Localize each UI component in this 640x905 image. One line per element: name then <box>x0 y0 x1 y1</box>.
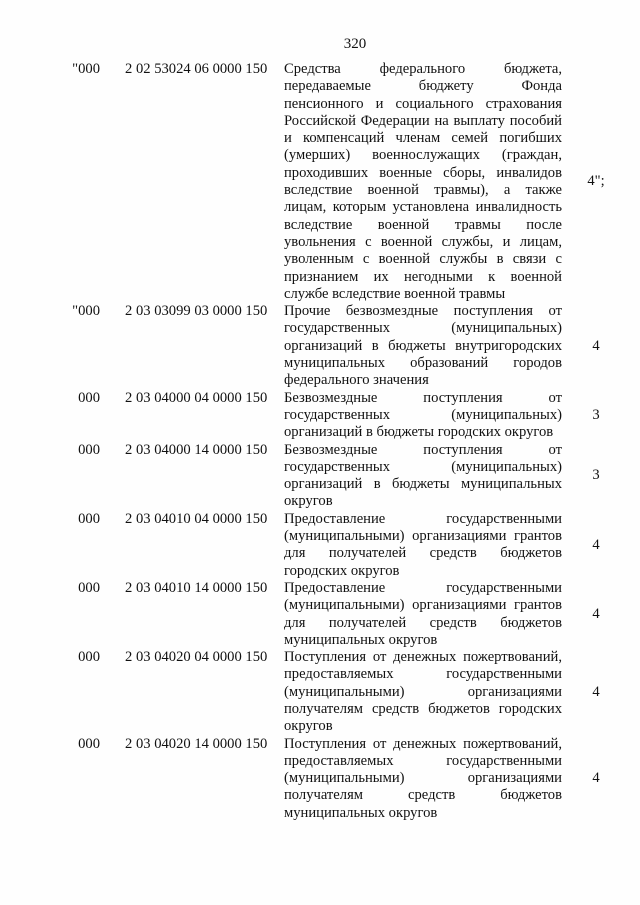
admin-code-cell: 000 <box>78 735 100 752</box>
description-cell <box>284 736 562 822</box>
table-row <box>40 442 630 511</box>
classification-table <box>40 61 630 822</box>
description-line: организаций в бюджеты муниципальных <box>284 476 562 493</box>
description-line: государственных (муниципальных) <box>284 458 562 475</box>
admin-code-cell: "000 <box>72 61 100 77</box>
admin-code-cell: 000 <box>78 389 100 406</box>
table-row <box>40 61 630 303</box>
description-line: федерального значения <box>284 372 429 389</box>
table-row <box>40 736 630 822</box>
description-line: пенсионного и социального страхования <box>284 95 562 112</box>
description-line: (муниципальными) организациями грантов <box>284 597 562 614</box>
description-cell <box>284 511 562 580</box>
value-cell: 4 <box>592 605 600 622</box>
description-line: городских округов <box>284 562 400 579</box>
table-row <box>40 303 630 389</box>
description-cell <box>284 580 562 649</box>
description-line: увольнения с военной службы, и лицам, <box>284 233 562 250</box>
description-line: вследствие военной травмы после <box>284 216 562 233</box>
description-line: Безвозмездные поступления от <box>284 441 562 458</box>
description-line: и компенсаций членам семей погибших <box>284 130 562 147</box>
budget-code-cell: 2 03 03099 03 0000 150 <box>125 303 268 320</box>
description-line: Средства федерального бюджета, <box>284 61 562 77</box>
description-line: для получателей средств бюджетов <box>284 614 562 631</box>
value-cell: 4 <box>592 337 600 354</box>
description-line: получателям средств бюджетов <box>284 787 562 804</box>
admin-code-cell: 000 <box>78 510 100 527</box>
description-line: лицам, которым установлена инвалидность <box>284 199 562 216</box>
description-line: для получателей средств бюджетов <box>284 545 562 562</box>
description-line: Предоставление государственными <box>284 579 562 596</box>
description-cell <box>284 442 562 511</box>
description-line: муниципальных округов <box>284 804 438 821</box>
description-line: передаваемые бюджету Фонда <box>284 78 562 95</box>
description-line: службе вследствие военной травмы <box>284 285 506 302</box>
admin-code-cell: 000 <box>78 579 100 596</box>
description-cell <box>284 649 562 735</box>
budget-code-cell: 2 03 04000 04 0000 150 <box>125 389 268 406</box>
value-cell: 4 <box>592 683 600 700</box>
value-cell: 4"; <box>587 173 605 190</box>
description-line: (муниципальными) организациями грантов <box>284 528 562 545</box>
description-cell <box>284 303 562 389</box>
description-line: Безвозмездные поступления от <box>284 389 562 406</box>
description-cell <box>284 61 562 303</box>
description-line: округов <box>284 718 333 735</box>
description-line: предоставляемых государственными <box>284 666 562 683</box>
description-line: муниципальных округов <box>284 631 438 648</box>
description-line: проходивших военные сборы, инвалидов <box>284 164 562 181</box>
value-cell: 3 <box>592 406 600 423</box>
description-line: Поступления от денежных пожертвований, <box>284 735 562 752</box>
description-line: Российской Федерации на выплату пособий <box>284 112 562 129</box>
value-cell: 3 <box>592 467 600 484</box>
value-cell: 4 <box>592 770 600 787</box>
description-line: Предоставление государственными <box>284 510 562 527</box>
admin-code-cell: 000 <box>78 441 100 458</box>
budget-code-cell: 2 03 04010 04 0000 150 <box>125 510 268 527</box>
table-row <box>40 580 630 649</box>
description-cell <box>284 390 562 442</box>
table-row <box>40 649 630 735</box>
description-line: Прочие безвозмездные поступления от <box>284 303 562 320</box>
budget-code-cell: 2 02 53024 06 0000 150 <box>125 61 268 77</box>
description-line: предоставляемых государственными <box>284 752 562 769</box>
description-line: (муниципальными) организациями <box>284 770 562 787</box>
description-line: вследствие военной травмы), а также <box>284 182 562 199</box>
description-line: государственных (муниципальных) <box>284 320 562 337</box>
description-line: муниципальных образований городов <box>284 355 562 372</box>
description-line: получателям средств бюджетов городских <box>284 700 562 717</box>
budget-code-cell: 2 03 04020 14 0000 150 <box>125 735 268 752</box>
description-line: организаций в бюджеты внутригородских <box>284 337 562 354</box>
table-row <box>40 511 630 580</box>
table-row <box>40 390 630 442</box>
description-line: округов <box>284 493 333 510</box>
description-line: признанием их негодными к военной <box>284 268 562 285</box>
admin-code-cell: "000 <box>72 303 100 320</box>
description-line: государственных (муниципальных) <box>284 406 562 423</box>
budget-code-cell: 2 03 04010 14 0000 150 <box>125 579 268 596</box>
budget-code-cell: 2 03 04020 04 0000 150 <box>125 649 268 666</box>
description-line: (муниципальными) организациями <box>284 683 562 700</box>
description-line: Поступления от денежных пожертвований, <box>284 649 562 666</box>
budget-code-cell: 2 03 04000 14 0000 150 <box>125 441 268 458</box>
description-line: уволенным с военной службы в связи с <box>284 251 562 268</box>
admin-code-cell: 000 <box>78 649 100 666</box>
description-line: (умерших) военнослужащих (граждан, <box>284 147 562 164</box>
page-number: 320 <box>343 36 367 52</box>
value-cell: 4 <box>592 536 600 553</box>
description-line: организаций в бюджеты городских округов <box>284 424 554 441</box>
